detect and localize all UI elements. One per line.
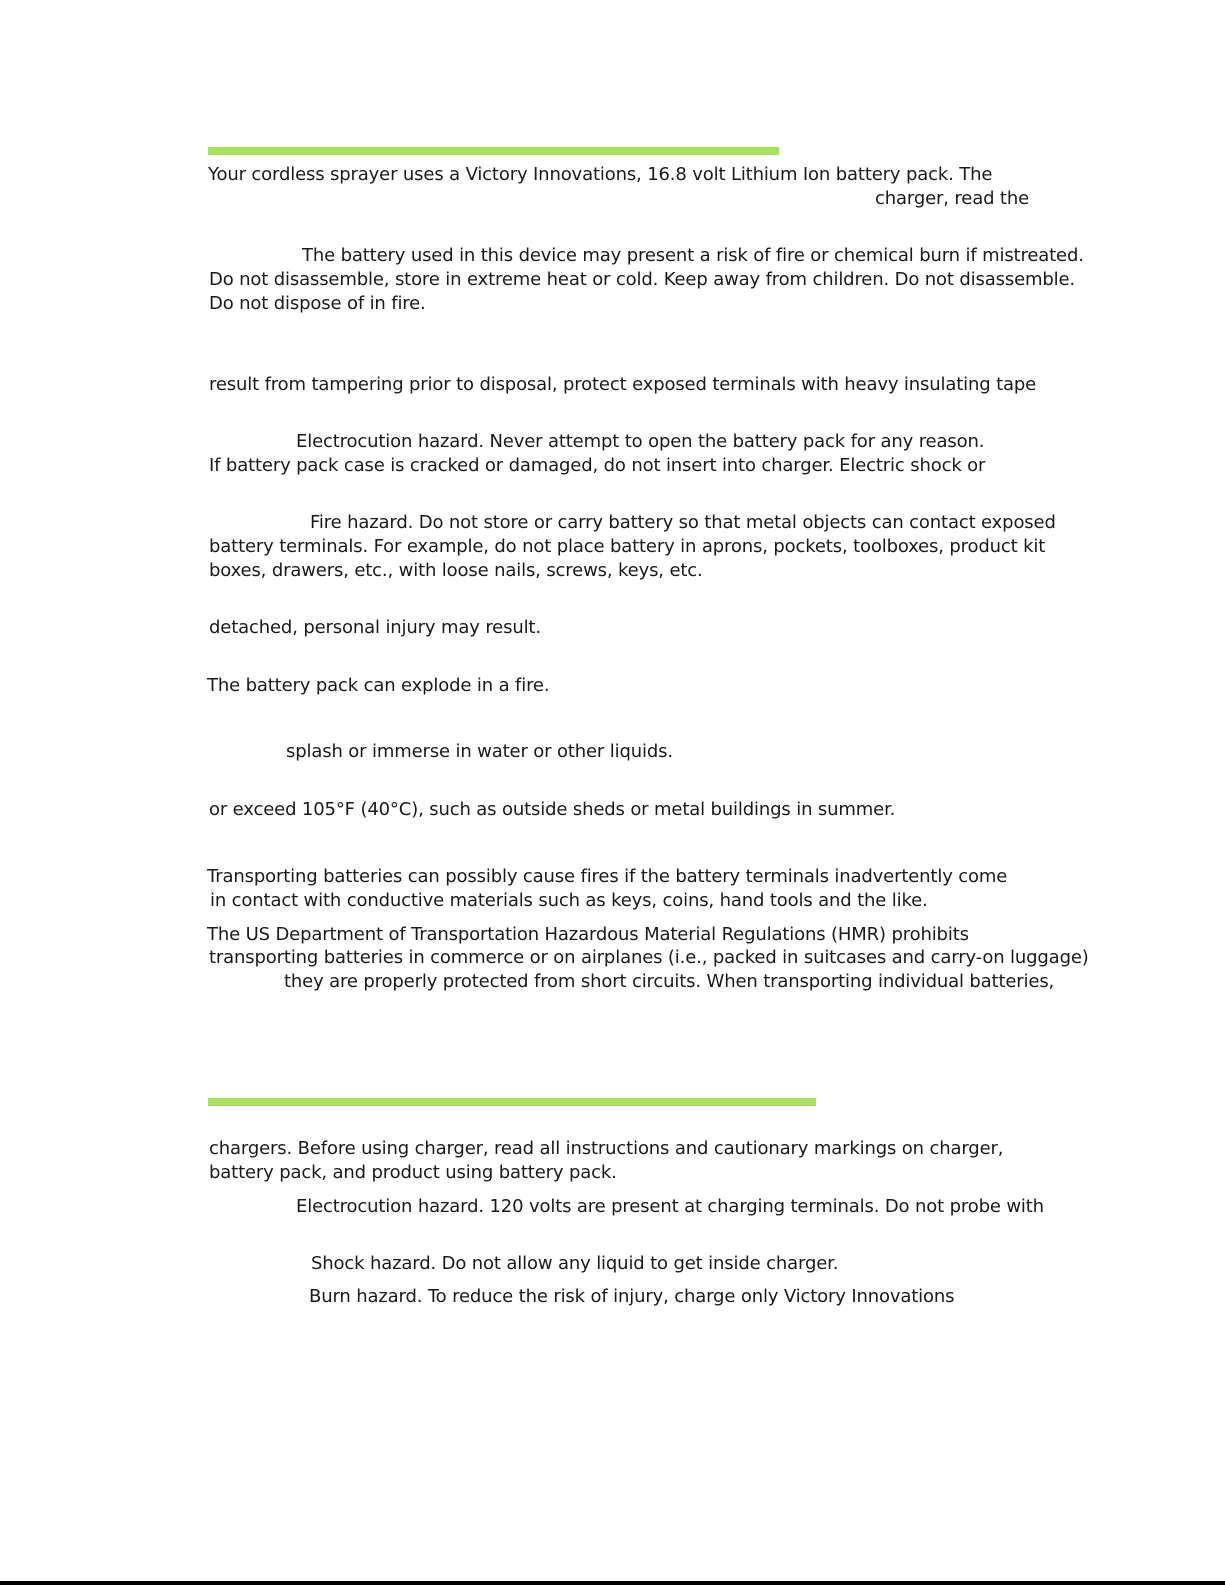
paragraph-line: they are properly protected from short circuits. When transporting individual batteries, [284,971,1055,992]
section-2-heading-rule [208,1098,816,1106]
page-bottom-border [0,1581,1225,1585]
paragraph-line: The battery pack can explode in a fire. [207,675,550,696]
paragraph-line: or exceed 105°F (40°C), such as outside sheds or metal buildings in summer. [209,799,896,820]
warning-line: Shock hazard. Do not allow any liquid to get inside charger. [311,1253,839,1274]
paragraph-line: chargers. Before using charger, read all instructions and cautionary markings on charger, [209,1138,1004,1159]
warning-line: Burn hazard. To reduce the risk of injury, charge only Victory Innovations [309,1286,955,1307]
warning-line: Fire hazard. Do not store or carry battery so that metal objects can contact exposed [310,512,1056,533]
paragraph-line: The US Department of Transportation Hazardous Material Regulations (HMR) prohibits [207,924,969,945]
warning-line: Do not disassemble, store in extreme heat or cold. Keep away from children. Do not disassemble. [209,269,1076,290]
paragraph-line: Transporting batteries can possibly cause fires if the battery terminals inadvertently come [207,866,1008,887]
paragraph-line: splash or immerse in water or other liquids. [286,741,673,762]
warning-line: battery terminals. For example, do not place battery in aprons, pockets, toolboxes, product kit [209,536,1046,557]
paragraph-line: charger, read the [875,188,1030,209]
warning-line: If battery pack case is cracked or damaged, do not insert into charger. Electric shock or [209,455,986,476]
warning-line: Electrocution hazard. Never attempt to open the battery pack for any reason. [296,431,985,452]
warning-line: Electrocution hazard. 120 volts are present at charging terminals. Do not probe with [296,1196,1044,1217]
paragraph-line: transporting batteries in commerce or on airplanes (i.e., packed in suitcases and carry-on luggage) [209,947,1089,968]
paragraph-line: Your cordless sprayer uses a Victory Innovations, 16.8 volt Lithium Ion battery pack. The [208,164,993,185]
paragraph-line: in contact with conductive materials such as keys, coins, hand tools and the like. [210,890,928,911]
paragraph-line: detached, personal injury may result. [209,617,541,638]
paragraph-line: battery pack, and product using battery pack. [209,1162,617,1183]
section-1-heading-rule [208,147,779,155]
warning-line: The battery used in this device may present a risk of fire or chemical burn if mistreated. [302,245,1084,266]
warning-line: Do not dispose of in fire. [209,293,426,314]
paragraph-line: result from tampering prior to disposal, protect exposed terminals with heavy insulating tape [209,374,1037,395]
warning-line: boxes, drawers, etc., with loose nails, screws, keys, etc. [209,560,703,581]
